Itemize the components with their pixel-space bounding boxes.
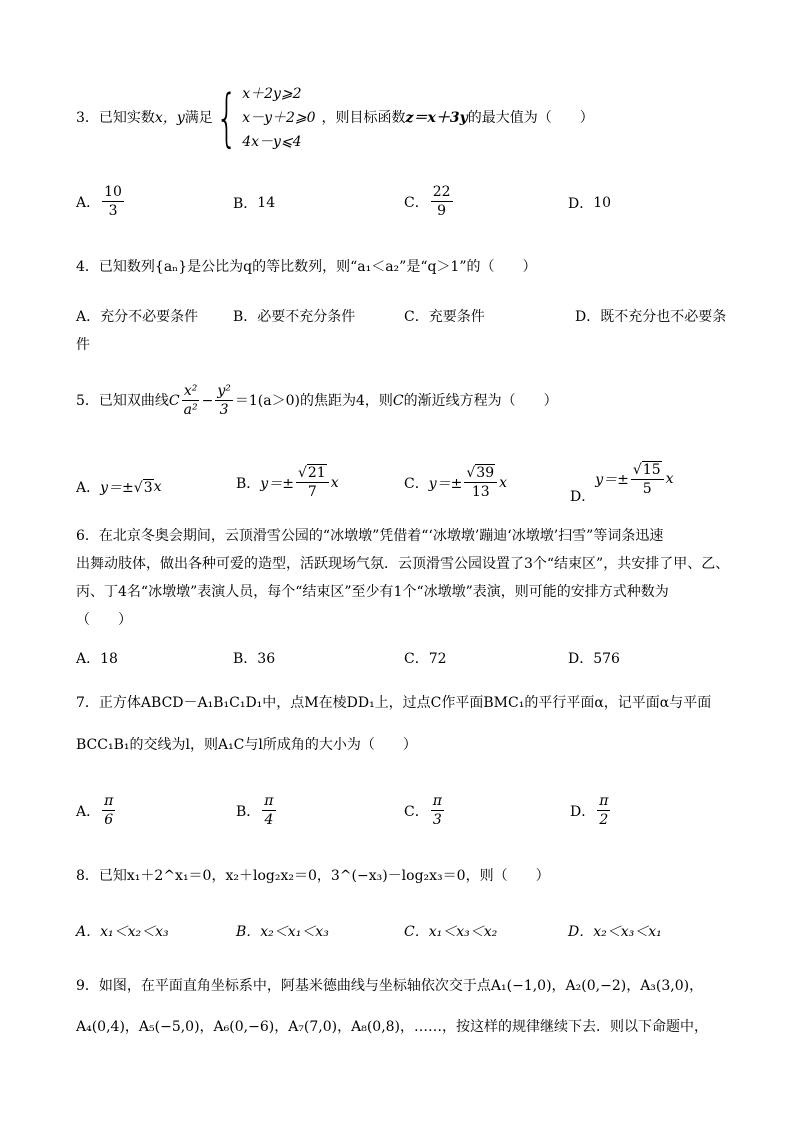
- q5-option-a[interactable]: [76, 477, 162, 497]
- radicand: 39: [476, 465, 495, 481]
- question-6-line-1: 6．在北京冬奥会期间，云顶滑雪公园的“冰墩墩”凭借着“‘冰墩墩’蹦迪‘冰墩墩’扫雪”等词条迅速: [76, 528, 664, 544]
- q8-option-c[interactable]: C．x₁＜x₃＜x₂: [404, 924, 498, 940]
- question-9-line-1: 9．如图，在平面直角坐标系中，阿基米德曲线与坐标轴依次交于点A₁(−1,0)，A₂(0,−2)，A₃(3,0)，: [76, 978, 704, 994]
- numerator: 10: [104, 184, 122, 200]
- question-3-stem: [76, 82, 594, 154]
- numerator: x²: [183, 383, 198, 399]
- denominator: 9: [437, 203, 447, 219]
- option-label: D．: [570, 803, 596, 820]
- q4-option-c[interactable]: C．充要条件: [404, 309, 485, 325]
- q5-option-d[interactable]: [570, 452, 674, 506]
- q4-option-d[interactable]: D．既不充分也不必要条: [575, 309, 727, 325]
- q5-option-b[interactable]: [236, 464, 339, 501]
- option-label: C．: [404, 194, 429, 211]
- option-var: x: [499, 474, 508, 491]
- q3-vars: x，y: [154, 110, 185, 126]
- q6-option-d[interactable]: D．576: [568, 651, 620, 667]
- q5-prefix: 5．已知双曲线: [76, 392, 169, 409]
- option-label: C．: [404, 475, 429, 492]
- option-prefix: y＝±: [100, 480, 134, 496]
- option-prefix: y＝±: [260, 475, 294, 492]
- fraction: [102, 183, 124, 220]
- option-label: B．: [236, 475, 261, 492]
- question-5-stem: [76, 382, 558, 419]
- numerator: π: [104, 793, 114, 809]
- question-7-line-2: BCC₁B₁的交线为l，则A₁C与l所成角的大小为（ ）: [76, 737, 417, 753]
- q8-option-d[interactable]: D．x₂＜x₃＜x₁: [568, 924, 662, 940]
- q5-tail: 的渐近线方程为（ ）: [403, 392, 558, 409]
- denominator: 13: [471, 484, 490, 500]
- numerator: π: [599, 793, 609, 809]
- denominator: 3: [432, 812, 442, 828]
- denominator: 3: [108, 203, 118, 219]
- option-prefix: y＝±: [428, 475, 463, 492]
- q3-prefix: 3．已知实数: [76, 110, 155, 126]
- fraction: [102, 792, 115, 829]
- denominator: 6: [104, 812, 114, 828]
- option-prefix: y＝±: [595, 472, 629, 488]
- fraction: [262, 792, 275, 829]
- numerator: √39: [464, 464, 497, 483]
- option-label: C．: [404, 803, 429, 820]
- q3-option-b[interactable]: [233, 193, 275, 213]
- numerator: √15: [631, 461, 664, 480]
- denominator: 3: [219, 402, 229, 418]
- numerator: √21: [296, 464, 329, 483]
- question-7-line-1: 7．正方体ABCD－A₁B₁C₁D₁中，点M在棱DD₁上，过点C作平面BMC₁的平行平面α，记平面α与平面: [76, 695, 712, 711]
- numerator: 22: [432, 184, 451, 200]
- q7-option-c[interactable]: [404, 792, 446, 829]
- radicand: 21: [307, 465, 326, 481]
- q7-option-b[interactable]: [236, 792, 278, 829]
- q6-option-c[interactable]: C．72: [404, 651, 447, 667]
- option-label: D．: [570, 489, 596, 505]
- fraction: [431, 792, 444, 829]
- constraint-3: 4x－y⩽4: [242, 134, 302, 150]
- q5-curve: C: [168, 392, 180, 409]
- denominator: a²: [183, 402, 198, 418]
- denominator: 4: [264, 812, 274, 828]
- denominator: 7: [307, 484, 317, 500]
- q4-option-d-wrap: 件: [76, 337, 90, 353]
- numerator: π: [264, 793, 274, 809]
- q3-option-d[interactable]: [568, 193, 611, 213]
- question-6-line-4: （ ）: [76, 612, 132, 628]
- question-4-stem: 4．已知数列{aₙ}是公比为q的等比数列，则“a₁＜a₂”是“q＞1”的（ ）: [76, 259, 537, 275]
- option-label: A．: [76, 803, 101, 820]
- q4-option-b[interactable]: B．必要不充分条件: [233, 309, 356, 325]
- q8-option-b[interactable]: B．x₂＜x₁＜x₃: [236, 924, 329, 940]
- q3-suffix: ，则目标函数: [321, 110, 406, 126]
- fraction: [296, 464, 329, 501]
- left-brace: {: [215, 81, 238, 154]
- question-6-line-3: 丙、丁4名“冰墩墩”表演人员，每个“结束区”至少有1个“冰墩墩”表演，则可能的安排方式种数为: [76, 584, 669, 600]
- radicand: 15: [642, 461, 661, 478]
- minus-sign: −: [201, 392, 214, 409]
- radicand: 3: [143, 479, 153, 496]
- q4-option-a[interactable]: A．充分不必要条件: [76, 309, 199, 325]
- q3-option-a[interactable]: [76, 183, 126, 220]
- option-label: B．: [233, 196, 258, 212]
- option-var: x: [153, 479, 162, 495]
- question-9-line-2: A₄(0,4)，A₅(−5,0)，A₆(0,−6)，A₇(7,0)，A₈(0,8)，……，按这样的规律继续下去．则以下命题中，: [76, 1019, 709, 1035]
- q6-option-b[interactable]: B．36: [233, 651, 276, 667]
- option-label: A．: [76, 480, 101, 496]
- fraction: [631, 461, 664, 498]
- q6-option-a[interactable]: A．18: [76, 651, 118, 667]
- fraction: [464, 464, 497, 501]
- fraction: [431, 183, 453, 220]
- option-value: 14: [257, 195, 276, 211]
- fraction: [597, 792, 610, 829]
- option-label: A．: [76, 194, 101, 211]
- option-value: 10: [593, 195, 612, 211]
- q3-tail: 的最大值为（ ）: [467, 110, 594, 126]
- q7-option-d[interactable]: [570, 792, 612, 829]
- q5-option-c[interactable]: [404, 464, 507, 501]
- option-var: x: [665, 471, 674, 487]
- denominator: 2: [599, 812, 609, 828]
- q8-option-a[interactable]: A．x₁＜x₂＜x₃: [76, 924, 169, 940]
- q3-cond: 满足: [184, 110, 213, 126]
- constraint-1: x＋2y⩾2: [242, 86, 302, 102]
- option-label: B．: [236, 803, 261, 820]
- option-label: D．: [568, 196, 594, 212]
- q7-option-a[interactable]: [76, 792, 117, 829]
- question-6-line-2: 出舞动肢体，做出各种可爱的造型，活跃现场气氛．云顶滑雪公园设置了3个“结束区”，共安排了甲、乙、: [76, 556, 730, 572]
- numerator: π: [432, 793, 442, 809]
- q5-eq-tail: ＝1(a＞0): [234, 392, 300, 409]
- q3-target: z＝x＋3y: [405, 110, 468, 126]
- numerator: y²: [217, 383, 231, 399]
- denominator: 5: [642, 480, 652, 497]
- option-var: x: [330, 474, 339, 491]
- fraction-x: [182, 382, 200, 419]
- q5-curve-ref: C: [392, 392, 404, 409]
- q5-suffix: 的焦距为4，则: [299, 392, 393, 409]
- fraction-y: [215, 382, 233, 419]
- constraint-2: x－y＋2⩾0: [242, 110, 316, 126]
- q3-option-c[interactable]: [404, 183, 455, 220]
- constraint-system: [242, 82, 315, 154]
- question-8-stem: 8．已知x₁＋2^x₁＝0，x₂＋log₂x₂＝0，3^(−x₃)－log₂x₃＝0，则（ ）: [76, 868, 550, 884]
- radical: √3: [133, 479, 153, 496]
